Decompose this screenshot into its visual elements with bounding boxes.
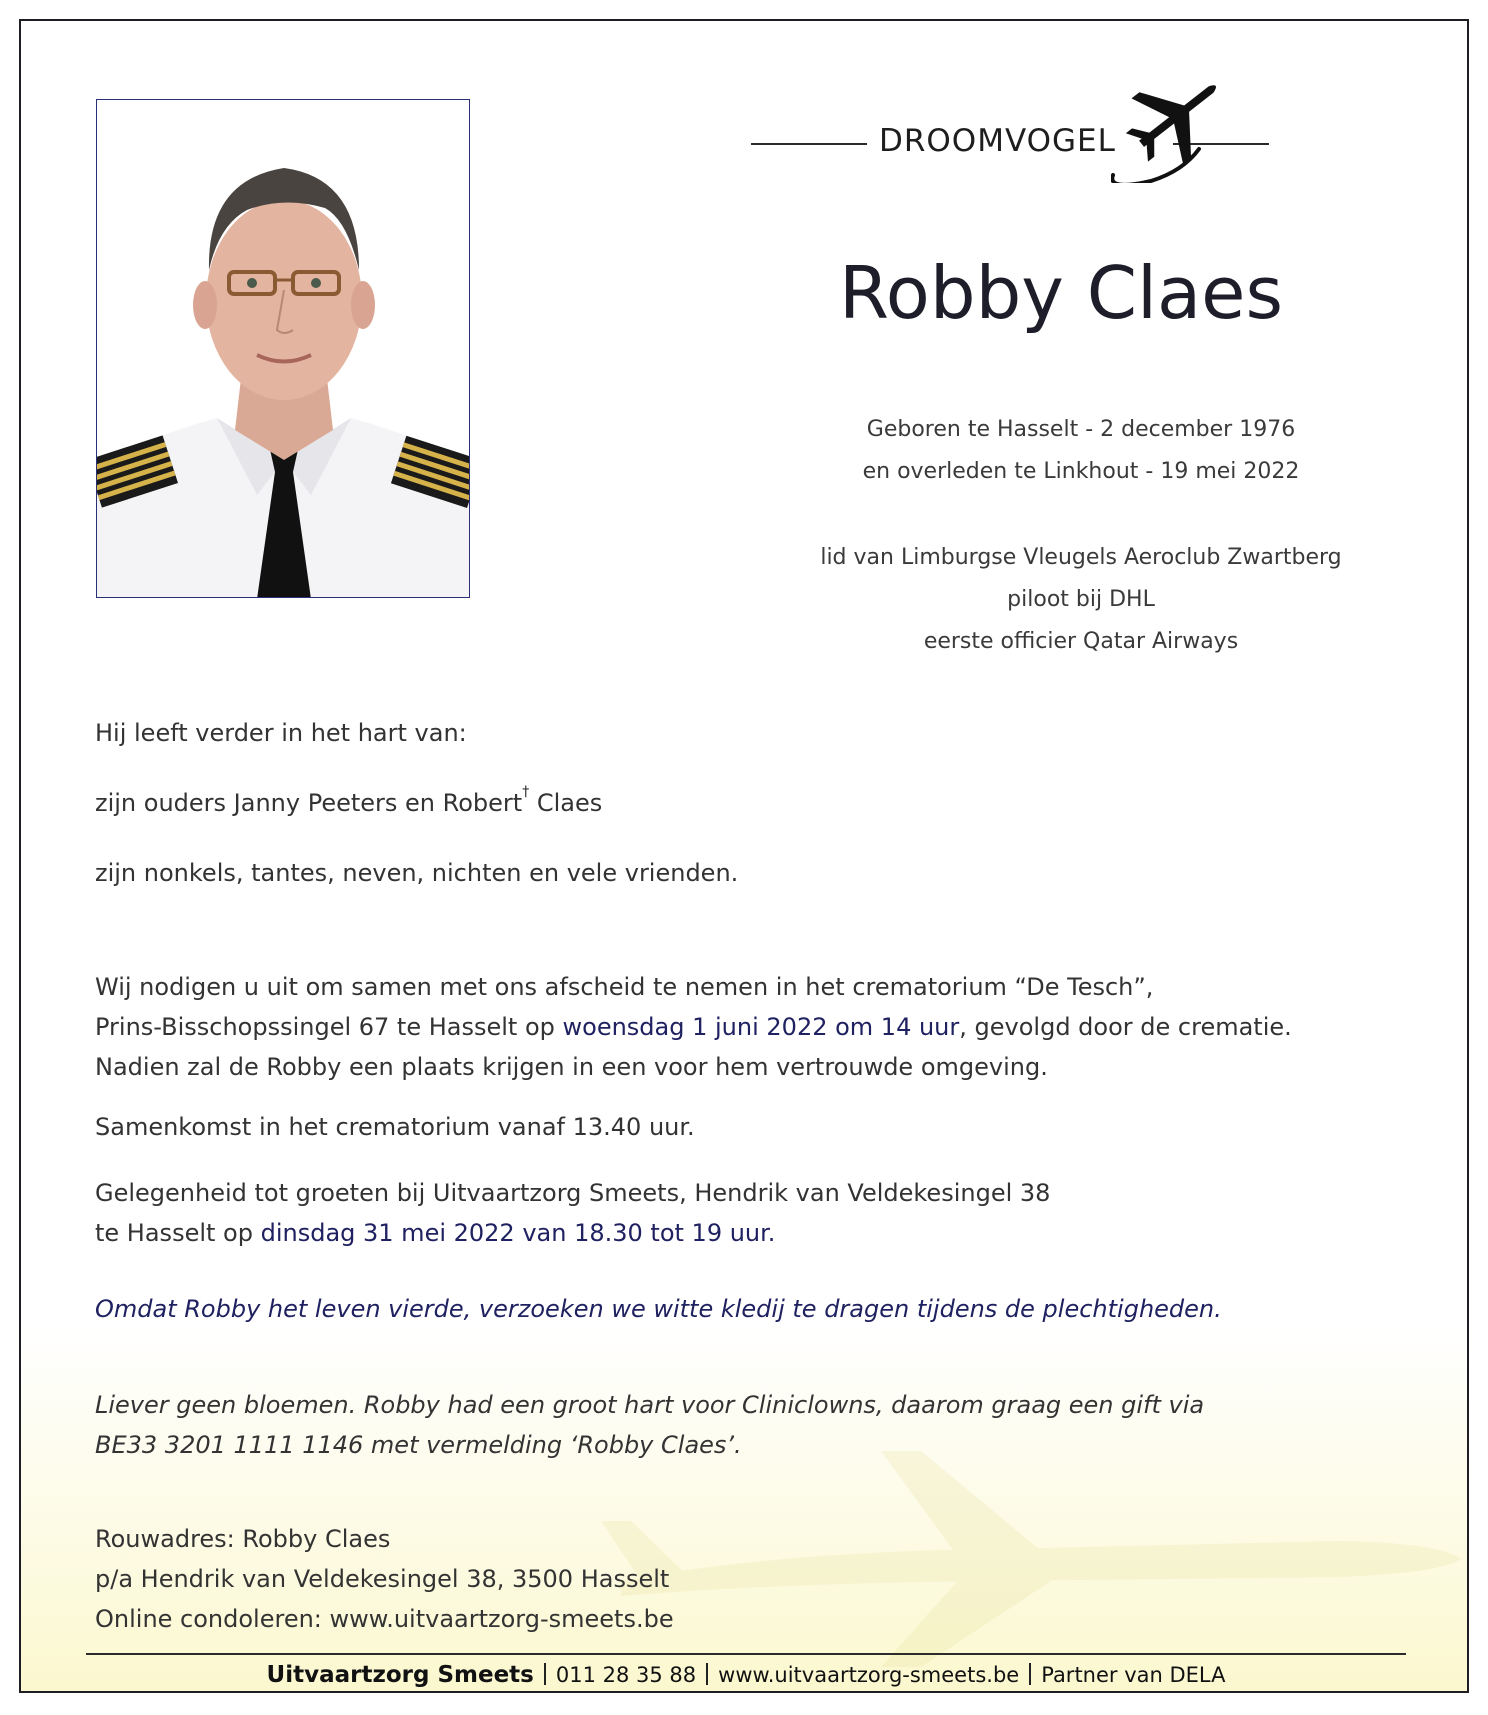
- footer-divider: [86, 1653, 1406, 1655]
- death-line: en overleden te Linkhout - 19 mei 2022: [862, 459, 1300, 484]
- footer-company: Uitvaartzorg Smeets: [266, 1662, 534, 1688]
- footer-website[interactable]: www.uitvaartzorg-smeets.be: [718, 1663, 1020, 1687]
- birth-line: Geboren te Hasselt - 2 december 1976: [866, 417, 1296, 442]
- divider: [751, 143, 867, 145]
- ceremony-line: [95, 1007, 1425, 1047]
- footer-partner: Partner van DELA: [1041, 1663, 1226, 1687]
- separator: [544, 1663, 546, 1685]
- obituary-card: [19, 19, 1469, 1693]
- address-line: Rouwadres: Robby Claes: [95, 1525, 391, 1553]
- ceremony-line: Nadien zal de Robby een plaats krijgen in een voor hem vertrouwde omgeving.: [95, 1053, 1048, 1081]
- ceremony-paragraph: [95, 967, 1425, 1087]
- visitation-date: dinsdag 31 mei 2022 van 18.30 tot 19 uur.: [260, 1219, 776, 1247]
- ceremony-place: Prins-Bisschopssingel 67 te Hasselt op: [95, 1013, 563, 1041]
- visitation-line: Gelegenheid tot groeten bij Uitvaartzorg Smeets, Hendrik van Veldekesingel 38: [95, 1179, 1051, 1207]
- gathering-line: Samenkomst in het crematorium vanaf 13.40 uur.: [95, 1113, 695, 1141]
- flowers-line: Liever geen bloemen. Robby had een groot hart voor Cliniclowns, daarom graag een gift via: [95, 1391, 1205, 1419]
- footer-phone: 011 28 35 88: [555, 1663, 697, 1687]
- airplane-logo-icon: [1111, 73, 1221, 183]
- separator: [1029, 1663, 1031, 1685]
- parents-suffix: Claes: [529, 789, 603, 817]
- deceased-name: Robby Claes: [839, 251, 1283, 335]
- separator: [706, 1663, 708, 1685]
- ceremony-date: woensdag 1 juni 2022 om 14 uur: [562, 1013, 960, 1041]
- mourning-address: [95, 1519, 1425, 1639]
- life-dates: [721, 409, 1441, 493]
- ceremony-line: Wij nodigen u uit om samen met ons afscheid te nemen in het crematorium “De Tesch”,: [95, 973, 1154, 1001]
- role-item: piloot bij DHL: [1007, 587, 1155, 612]
- visitation-line: [95, 1213, 1425, 1253]
- family-intro: Hij leeft verder in het hart van:: [95, 719, 467, 747]
- role-item: eerste officier Qatar Airways: [923, 629, 1239, 654]
- parents-line: [95, 784, 1425, 817]
- dress-request: Omdat Robby het leven vierde, verzoeken we witte kledij te dragen tijdens de plechtigheden.: [95, 1295, 1222, 1323]
- brand-title: DROOMVOGEL: [879, 123, 1116, 159]
- cross-mark: †: [522, 784, 530, 800]
- flowers-note: [95, 1385, 1425, 1465]
- footer: [21, 1662, 1469, 1688]
- portrait-photo: [96, 99, 470, 598]
- parents-prefix: zijn ouders Janny Peeters en Robert: [95, 789, 523, 817]
- ceremony-suffix: , gevolgd door de crematie.: [959, 1013, 1292, 1041]
- relatives-line: zijn nonkels, tantes, neven, nichten en vele vrienden.: [95, 859, 739, 887]
- address-line: Online condoleren: www.uitvaartzorg-smeets.be: [95, 1605, 674, 1633]
- flowers-line: BE33 3201 1111 1146 met vermelding ‘Robby Claes’.: [95, 1431, 742, 1459]
- role-item: lid van Limburgse Vleugels Aeroclub Zwartberg: [820, 545, 1342, 570]
- visitation-paragraph: [95, 1173, 1425, 1253]
- address-line: p/a Hendrik van Veldekesingel 38, 3500 Hasselt: [95, 1565, 670, 1593]
- roles-list: [721, 537, 1441, 663]
- visitation-place: te Hasselt op: [95, 1219, 261, 1247]
